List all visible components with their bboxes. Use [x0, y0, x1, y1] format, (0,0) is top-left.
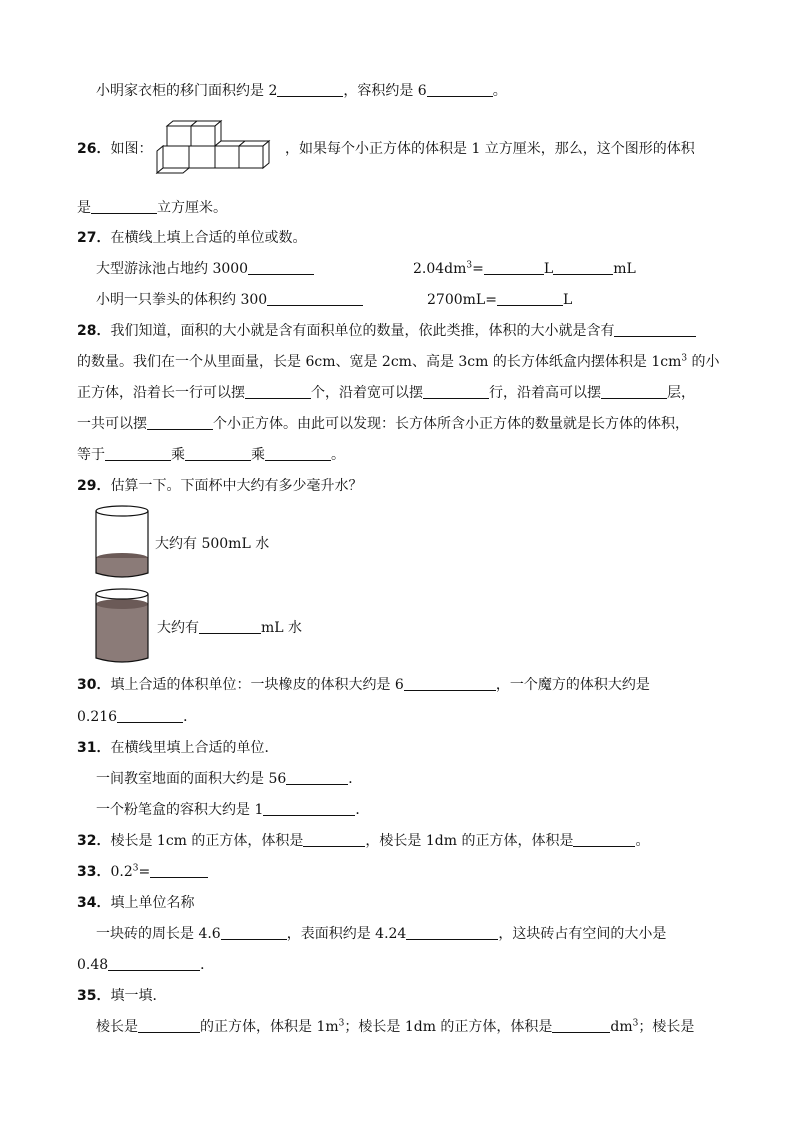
q26-line-2 — [77, 199, 227, 217]
cup-1-illustration — [92, 503, 152, 583]
q27-d-blank[interactable] — [497, 291, 563, 306]
q28-text-2: 的数量。我们在一个从里面量，长是 6cm、宽是 2cm、高是 3cm 的长方体纸盒内摆体积是 1cm — [77, 354, 682, 370]
q33-blank[interactable] — [150, 863, 208, 878]
q35-text-d: dm — [610, 1019, 633, 1035]
q27-title: 在横线上填上合适的单位或数。 — [110, 230, 307, 246]
q26-blank[interactable] — [91, 199, 157, 214]
q34-line-2 — [77, 956, 214, 974]
q34-text-2a: 0.48 — [77, 957, 109, 973]
q28-text-5b: 乘 — [171, 447, 185, 463]
q34-line-1 — [96, 925, 666, 943]
q27-number: 27． — [77, 230, 111, 246]
cup-2-illustration — [92, 586, 152, 668]
q31-title: 在横线里填上合适的单位． — [110, 740, 279, 756]
q28-line-4 — [77, 415, 689, 433]
q34-text-2b: ． — [200, 957, 215, 973]
cup-1-label — [155, 535, 269, 553]
q26-text-2: 是 — [77, 200, 91, 216]
q27-b-text: 2.04dm — [413, 261, 467, 277]
q31-b-blank[interactable] — [263, 801, 355, 816]
q28-blank-4[interactable] — [601, 384, 667, 399]
cup-2-unit: mL 水 — [261, 620, 303, 636]
q27-b-blank-2[interactable] — [553, 260, 613, 275]
q31-b — [96, 801, 369, 819]
q30-text-1b: ，一个魔方的体积大约是 — [495, 677, 650, 693]
q28-line-5 — [77, 446, 345, 464]
q31-a-suffix: ． — [348, 771, 363, 787]
q35-text-e: ；棱长是 — [638, 1019, 695, 1035]
q28-line-3 — [77, 384, 695, 402]
q32-number: 32． — [77, 833, 111, 849]
q29-number: 29． — [77, 478, 111, 494]
q28-blank-2[interactable] — [245, 384, 311, 399]
cup-1-text: 大约有 500mL 水 — [155, 536, 270, 552]
q27-d-text: 2700mL= — [427, 292, 497, 308]
q28-blank-3[interactable] — [423, 384, 489, 399]
q28-text-3a: 正方体，沿着长一行可以摆 — [77, 385, 245, 401]
q25-line — [96, 82, 507, 100]
q35-sup-2: 3 — [632, 1018, 639, 1029]
q35-blank-1[interactable] — [138, 1018, 200, 1033]
q30-blank-1[interactable] — [404, 676, 496, 691]
q27-title-line — [77, 229, 306, 247]
q34-title-line — [77, 894, 194, 912]
q26-number: 26． — [77, 141, 111, 157]
q31-a-blank[interactable] — [286, 770, 348, 785]
q27-b-blank-1[interactable] — [484, 260, 544, 275]
q35-title-line — [77, 987, 166, 1005]
q28-text-1: 我们知道，面积的大小就是含有面积单位的数量，依此类推，体积的大小就是含有 — [110, 323, 615, 339]
q28-text-3d: 层， — [667, 385, 695, 401]
q27-b-eq: = — [472, 261, 484, 277]
q25-blank-1[interactable] — [277, 82, 343, 97]
q34-text-1a: 一块砖的周长是 4.6 — [96, 926, 221, 942]
q28-line-2 — [77, 353, 720, 371]
q26-line-1 — [285, 140, 695, 158]
q28-blank-8[interactable] — [265, 446, 331, 461]
q28-text-5a: 等于 — [77, 447, 105, 463]
q32-blank-1[interactable] — [303, 832, 365, 847]
q28-sup: 3 — [681, 353, 688, 364]
q27-c-blank[interactable] — [267, 291, 363, 306]
cup-2-blank[interactable] — [199, 619, 261, 634]
q30-text-1a: 填上合适的体积单位：一块橡皮的体积大约是 6 — [110, 677, 404, 693]
q28-blank-7[interactable] — [185, 446, 251, 461]
q28-text-3c: 行，沿着高可以摆 — [489, 385, 601, 401]
q34-blank-2[interactable] — [406, 925, 498, 940]
q28-text-5c: 乘 — [251, 447, 265, 463]
q28-blank-6[interactable] — [105, 446, 171, 461]
q27-d-unit: L — [562, 292, 573, 308]
q35-text-b: 的正方体，体积是 1m — [200, 1019, 339, 1035]
q34-text-1b: ，表面积约是 4.24 — [286, 926, 407, 942]
q35-title: 填一填． — [110, 988, 167, 1004]
q30-text-2b: ． — [183, 709, 198, 725]
q31-title-line — [77, 739, 278, 757]
q28-blank-5[interactable] — [147, 415, 213, 430]
q27-a — [96, 260, 314, 278]
q30-number: 30． — [77, 677, 111, 693]
q30-blank-2[interactable] — [117, 708, 183, 723]
q26-line — [77, 140, 152, 158]
q34-title: 填上单位名称 — [110, 895, 195, 911]
q33-number: 33． — [77, 864, 111, 880]
q27-b-unit-mL: mL — [613, 261, 636, 277]
cup-2-text: 大约有 — [157, 620, 199, 636]
cubes-figure — [155, 118, 275, 176]
q29-title: 估算一下。下面杯中大约有多少毫升水？ — [110, 478, 363, 494]
q34-number: 34． — [77, 895, 111, 911]
q32-text-a: 棱长是 1cm 的正方体，体积是 — [110, 833, 304, 849]
q33-eq: = — [138, 864, 151, 880]
q27-c — [96, 291, 363, 309]
q30-line-2 — [77, 708, 197, 726]
q35-text-c: ；棱长是 1dm 的正方体，体积是 — [344, 1019, 553, 1035]
q31-b-suffix: ． — [355, 802, 370, 818]
q28-line-1 — [77, 322, 696, 340]
q28-text-4b: 个小正方体。由此可以发现：长方体所含小正方体的数量就是长方体的体积， — [213, 416, 689, 432]
q32-line — [77, 832, 649, 850]
q34-text-1c: ，这块砖占有空间的大小是 — [498, 926, 667, 942]
q30-text-2a: 0.216 — [77, 709, 118, 725]
q31-a-text: 一间教室地面的面积大约是 56 — [96, 771, 287, 787]
q27-b-unit-L: L — [543, 261, 554, 277]
q25-text: 小明家衣柜的移门面积约是 2 — [96, 83, 278, 99]
q31-a — [96, 770, 362, 788]
q25-blank-2[interactable] — [427, 82, 493, 97]
q32-blank-2[interactable] — [573, 832, 635, 847]
q27-c-text: 小明一只拳头的体积约 300 — [96, 292, 268, 308]
q26-text: ，如果每个小正方体的体积是 1 立方厘米，那么，这个图形的体积 — [285, 141, 695, 157]
q28-text-3b: 个，沿着宽可以摆 — [311, 385, 423, 401]
q26-unit: 立方厘米。 — [157, 200, 227, 216]
q27-a-text: 大型游泳池占地约 3000 — [96, 261, 249, 277]
q27-b-sup: 3 — [466, 260, 473, 271]
q31-number: 31． — [77, 740, 111, 756]
q35-line-1 — [96, 1018, 694, 1036]
q32-text-b: ，棱长是 1dm 的正方体，体积是 — [365, 833, 574, 849]
q35-sup-1: 3 — [338, 1018, 345, 1029]
q33-line — [77, 863, 208, 881]
q34-blank-1[interactable] — [221, 925, 287, 940]
q33-sup: 3 — [132, 863, 139, 874]
q25-suffix: 。 — [492, 83, 507, 99]
q30-line-1 — [77, 676, 650, 694]
q28-text-4a: 一共可以摆 — [77, 416, 147, 432]
q35-text-a: 棱长是 — [96, 1019, 138, 1035]
q28-number: 28． — [77, 323, 111, 339]
q29-title-line — [77, 477, 362, 495]
q25-text-mid: ，容积约是 6 — [343, 83, 427, 99]
q28-blank-1[interactable] — [614, 322, 696, 337]
q33-base: 0.2 — [110, 864, 133, 880]
q27-a-blank[interactable] — [248, 260, 314, 275]
q31-b-text: 一个粉笔盒的容积大约是 1 — [96, 802, 264, 818]
q27-b — [413, 260, 636, 278]
q27-d — [427, 291, 572, 309]
q32-text-c: 。 — [635, 833, 650, 849]
q34-blank-3[interactable] — [108, 956, 200, 971]
q28-text-2b: 的小 — [687, 354, 720, 370]
cup-2-label — [157, 619, 302, 637]
q26-label: 如图： — [110, 141, 153, 157]
q28-text-5d: 。 — [331, 447, 345, 463]
q35-blank-2[interactable] — [552, 1018, 610, 1033]
q35-number: 35． — [77, 988, 111, 1004]
